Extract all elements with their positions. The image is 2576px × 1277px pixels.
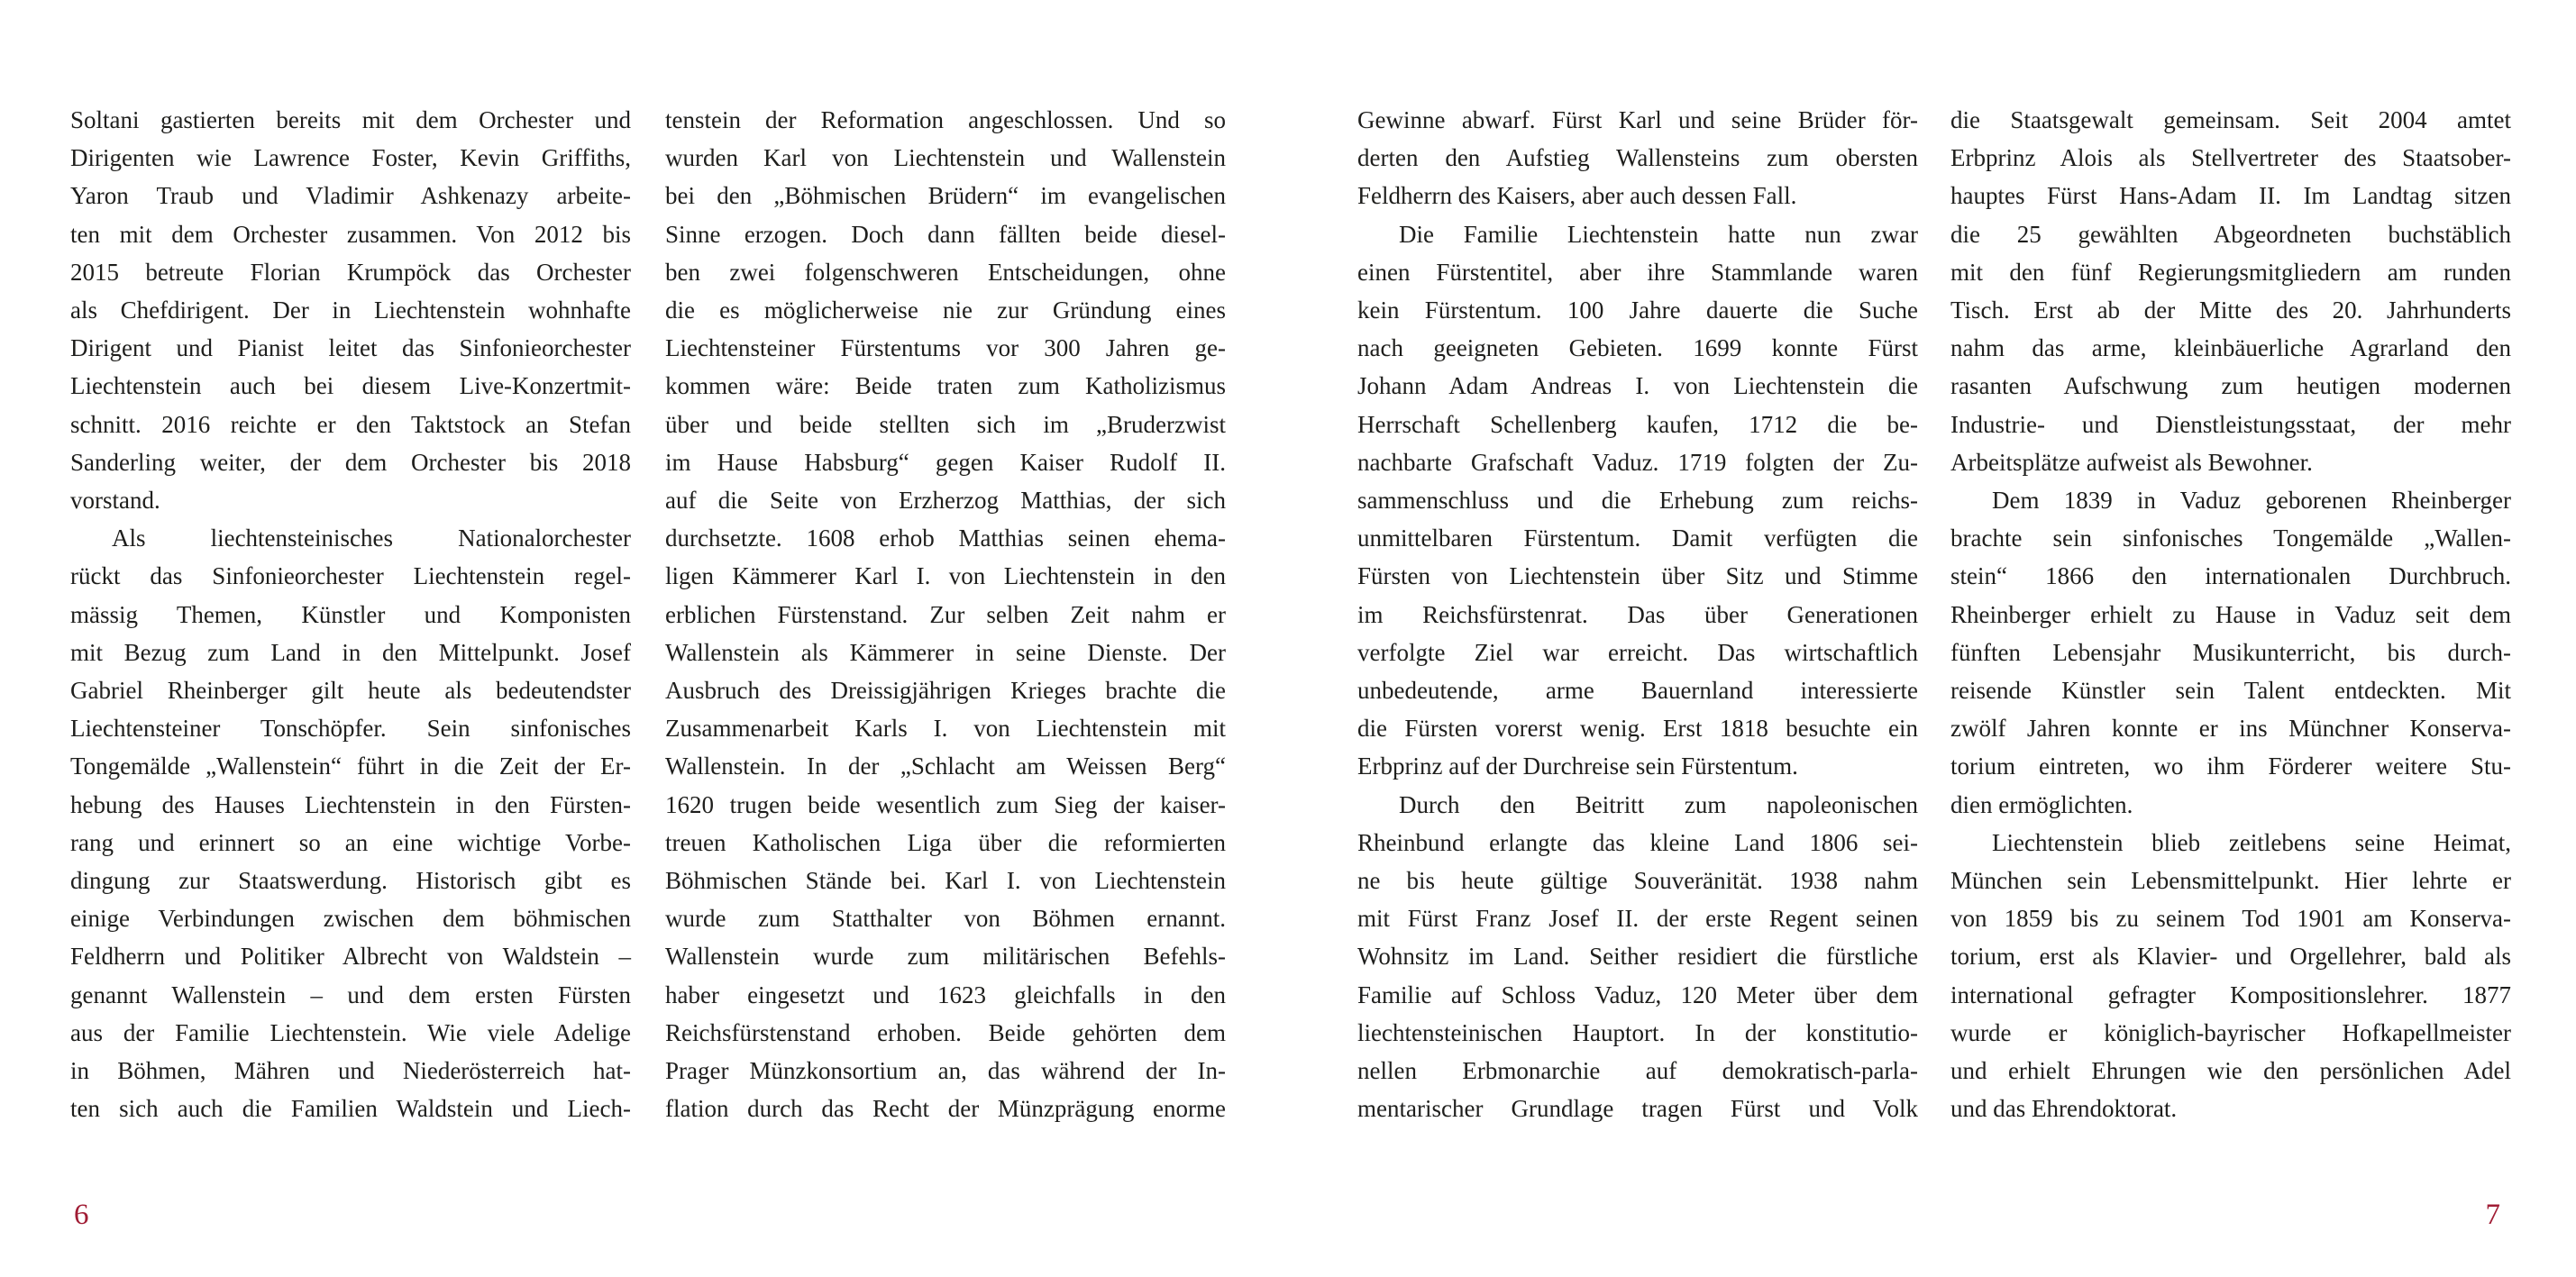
text-line: unmittelbaren Fürstentum. Damit verfügten die [1357,524,1918,552]
text-line: Liechtensteiner Fürstentums vor 300 Jahren ge- [665,334,1226,362]
text-line: einen Fürstentitel, aber ihre Stammlande waren [1357,258,1918,286]
text-line: torium, erst als Klavier- und Orgellehrer, bald als [1950,943,2511,971]
text-line: Fürsten von Liechtenstein über Sitz und Stimme [1357,562,1918,590]
text-column-3 [1357,101,1918,1127]
text-line: Industrie- und Dienstleistungsstaat, der mehr [1950,410,2511,438]
text-line: ne bis heute gültige Souveränität. 1938 nahm [1357,867,1918,895]
text-column-1 [70,101,631,1127]
text-column-2 [665,101,1226,1127]
text-line: die Fürsten vorerst wenig. Erst 1818 besuchte ein [1357,715,1918,743]
text-line: Die Familie Liechtenstein hatte nun zwar [1399,220,1918,248]
text-line: erblichen Fürstenstand. Zur selben Zeit nahm er [665,600,1226,628]
text-line: Wallenstein wurde zum militärischen Befehls- [665,943,1226,971]
text-line: verfolgte Ziel war erreicht. Das wirtschaftlich [1357,638,1918,666]
text-line: liechtensteinischen Hauptort. In der konstitutio- [1357,1018,1918,1046]
text-line: die Staatsgewalt gemeinsam. Seit 2004 amtet [1950,106,2511,133]
text-line: in Böhmen, Mähren und Niederösterreich hat- [70,1057,631,1085]
text-line: nahm das arme, kleinbäuerliche Agrarland den [1950,334,2511,362]
text-line: Yaron Traub und Vladimir Ashkenazy arbeite- [70,182,631,210]
text-line: mässig Themen, Künstler und Komponisten [70,600,631,628]
text-line: Rheinbund erlangte das kleine Land 1806 sei- [1357,828,1918,856]
text-line: stein“ 1866 den internationalen Durchbruch. [1950,562,2511,590]
text-line: Sinne erzogen. Doch dann fällten beide diesel- [665,220,1226,248]
text-line: tenstein der Reformation angeschlossen. Und so [665,106,1226,133]
text-line: Böhmischen Stände bei. Karl I. von Liechtenstein [665,867,1226,895]
text-line: Feldherrn des Kaisers, aber auch dessen Fall. [1357,182,1797,210]
text-line: Johann Adam Andreas I. von Liechtenstein die [1357,372,1918,400]
text-line: dingung zur Staatswerdung. Historisch gibt es [70,867,631,895]
text-line: Wallenstein als Kämmerer in seine Dienste. Der [665,638,1226,666]
text-line: torium eintreten, wo ihm Förderer weitere Stu- [1950,753,2511,780]
text-line: Feldherrn und Politiker Albrecht von Waldstein – [70,943,631,971]
text-line: mentarischer Grundlage tragen Fürst und Volk [1357,1095,1918,1123]
text-line: Familie auf Schloss Vaduz, 120 Meter über dem [1357,981,1918,1008]
text-line: genannt Wallenstein – und dem ersten Fürsten [70,981,631,1008]
text-line: und erhielt Ehrungen wie den persönlichen Adel [1950,1057,2511,1085]
text-line: Dirigent und Pianist leitet das Sinfonieorchester [70,334,631,362]
text-line: Rheinberger erhielt zu Hause in Vaduz seit dem [1950,600,2511,628]
text-line: ligen Kämmerer Karl I. von Liechtenstein in den [665,562,1226,590]
text-line: Dirigenten wie Lawrence Foster, Kevin Griffiths, [70,144,631,172]
text-line: Arbeitsplätze aufweist als Bewohner. [1950,448,2313,476]
text-column-4 [1950,101,2511,1127]
text-line: kein Fürstentum. 100 Jahre dauerte die Suche [1357,296,1918,324]
text-line: München sein Lebensmittelpunkt. Hier lehrte er [1950,867,2511,895]
text-line: ben zwei folgenschweren Entscheidungen, ohne [665,258,1226,286]
text-line: als Chefdirigent. Der in Liechtenstein wohnhafte [70,296,631,324]
text-line: schnitt. 2016 reichte er den Taktstock an Stefan [70,410,631,438]
text-line: rang und erinnert so an eine wichtige Vorbe- [70,828,631,856]
text-line: reisende Künstler sein Talent entdeckten. Mit [1950,677,2511,705]
text-line: nachbarte Grafschaft Vaduz. 1719 folgten der Zu- [1357,448,1918,476]
text-line: Gabriel Rheinberger gilt heute als bedeutendster [70,677,631,705]
text-line: hauptes Fürst Hans-Adam II. Im Landtag sitzen [1950,182,2511,210]
text-line: treuen Katholischen Liga über die reformierten [665,828,1226,856]
text-line: aus der Familie Liechtenstein. Wie viele Adelige [70,1018,631,1046]
text-line: über und beide stellten sich im „Bruderzwist [665,410,1226,438]
text-line: brachte sein sinfonisches Tongemälde „Wallen- [1950,524,2511,552]
text-line: zwölf Jahren konnte er ins Münchner Konserva- [1950,715,2511,743]
text-line: Tongemälde „Wallenstein“ führt in die Zeit der Er- [70,753,631,780]
text-line: unbedeutende, arme Bauernland interessierte [1357,677,1918,705]
text-line: im Hause Habsburg“ gegen Kaiser Rudolf II. [665,448,1226,476]
text-line: ten mit dem Orchester zusammen. Von 2012 bis [70,220,631,248]
text-line: sammenschluss und die Erhebung zum reichs- [1357,487,1918,515]
page-number-left: 6 [74,1199,89,1231]
text-line: Liechtenstein auch bei diesem Live-Konzertmit- [70,372,631,400]
text-line: einige Verbindungen zwischen dem böhmischen [70,905,631,933]
text-line: hebung des Hauses Liechtenstein in den Fürsten- [70,790,631,818]
text-line: Prager Münzkonsortium an, das während der In- [665,1057,1226,1085]
text-line: Tisch. Erst ab der Mitte des 20. Jahrhunderts [1950,296,2511,324]
text-line: Herrschaft Schellenberg kaufen, 1712 die be- [1357,410,1918,438]
text-line: mit den fünf Regierungsmitgliedern am runden [1950,258,2511,286]
text-line: wurden Karl von Liechtenstein und Wallenstein [665,144,1226,172]
text-line: Wohnsitz im Land. Seither residiert die fürstliche [1357,943,1918,971]
text-line: 1620 trugen beide wesentlich zum Sieg der kaiser- [665,790,1226,818]
text-line: Wallenstein. In der „Schlacht am Weissen Berg“ [665,753,1226,780]
text-line: dien ermöglichten. [1950,790,2133,818]
text-line: vorstand. [70,487,160,515]
page-number-right: 7 [2485,1199,2500,1231]
text-line: flation durch das Recht der Münzprägung enorme [665,1095,1226,1123]
text-line: die es möglicherweise nie zur Gründung eines [665,296,1226,324]
text-line: rasanten Aufschwung zum heutigen modernen [1950,372,2511,400]
text-line: kommen wäre: Beide traten zum Katholizismus [665,372,1226,400]
text-line: Soltani gastierten bereits mit dem Orchester und [70,106,631,133]
text-line: bei den „Böhmischen Brüdern“ im evangelischen [665,182,1226,210]
text-line: mit Fürst Franz Josef II. der erste Regent seinen [1357,905,1918,933]
text-line: Dem 1839 in Vaduz geborenen Rheinberger [1992,487,2511,515]
text-line: von 1859 bis zu seinem Tod 1901 am Konserva- [1950,905,2511,933]
text-line: und das Ehrendoktorat. [1950,1095,2178,1123]
text-line: nach geeigneten Gebieten. 1699 konnte Fürst [1357,334,1918,362]
text-line: Gewinne abwarf. Fürst Karl und seine Brüder för- [1357,106,1918,133]
text-line: Zusammenarbeit Karls I. von Liechtenstein mit [665,715,1226,743]
text-line: Erbprinz auf der Durchreise sein Fürstentum. [1357,753,1798,780]
text-line: im Reichsfürstenrat. Das über Generationen [1357,600,1918,628]
text-line: Reichsfürstenstand erhoben. Beide gehörten dem [665,1018,1226,1046]
text-line: haber eingesetzt und 1623 gleichfalls in den [665,981,1226,1008]
text-line: auf die Seite von Erzherzog Matthias, der sich [665,487,1226,515]
text-line: Liechtensteiner Tonschöpfer. Sein sinfonisches [70,715,631,743]
text-line: derten den Aufstieg Wallensteins zum obersten [1357,144,1918,172]
text-line: Ausbruch des Dreissigjährigen Krieges brachte die [665,677,1226,705]
text-line: fünften Lebensjahr Musikunterricht, bis durch- [1950,638,2511,666]
text-line: international gefragter Kompositionslehrer. 1877 [1950,981,2511,1008]
text-line: ten sich auch die Familien Waldstein und Liech- [70,1095,631,1123]
text-line: Erbprinz Alois als Stellvertreter des Staatsober- [1950,144,2511,172]
text-line: rückt das Sinfonieorchester Liechtenstein regel- [70,562,631,590]
text-line: durchsetzte. 1608 erhob Matthias seinen ehema- [665,524,1226,552]
text-line: Liechtenstein blieb zeitlebens seine Heimat, [1992,828,2511,856]
text-line: wurde zum Statthalter von Böhmen ernannt. [665,905,1226,933]
text-line: die 25 gewählten Abgeordneten buchstäblich [1950,220,2511,248]
text-line: Sanderling weiter, der dem Orchester bis 2018 [70,448,631,476]
text-line: wurde er königlich-bayrischer Hofkapellmeister [1950,1018,2511,1046]
text-line: mit Bezug zum Land in den Mittelpunkt. Josef [70,638,631,666]
text-line: Als liechtensteinisches Nationalorchester [112,524,631,552]
text-line: nellen Erbmonarchie auf demokratisch-parla- [1357,1057,1918,1085]
text-line: 2015 betreute Florian Krumpöck das Orchester [70,258,631,286]
text-line: Durch den Beitritt zum napoleonischen [1399,790,1918,818]
